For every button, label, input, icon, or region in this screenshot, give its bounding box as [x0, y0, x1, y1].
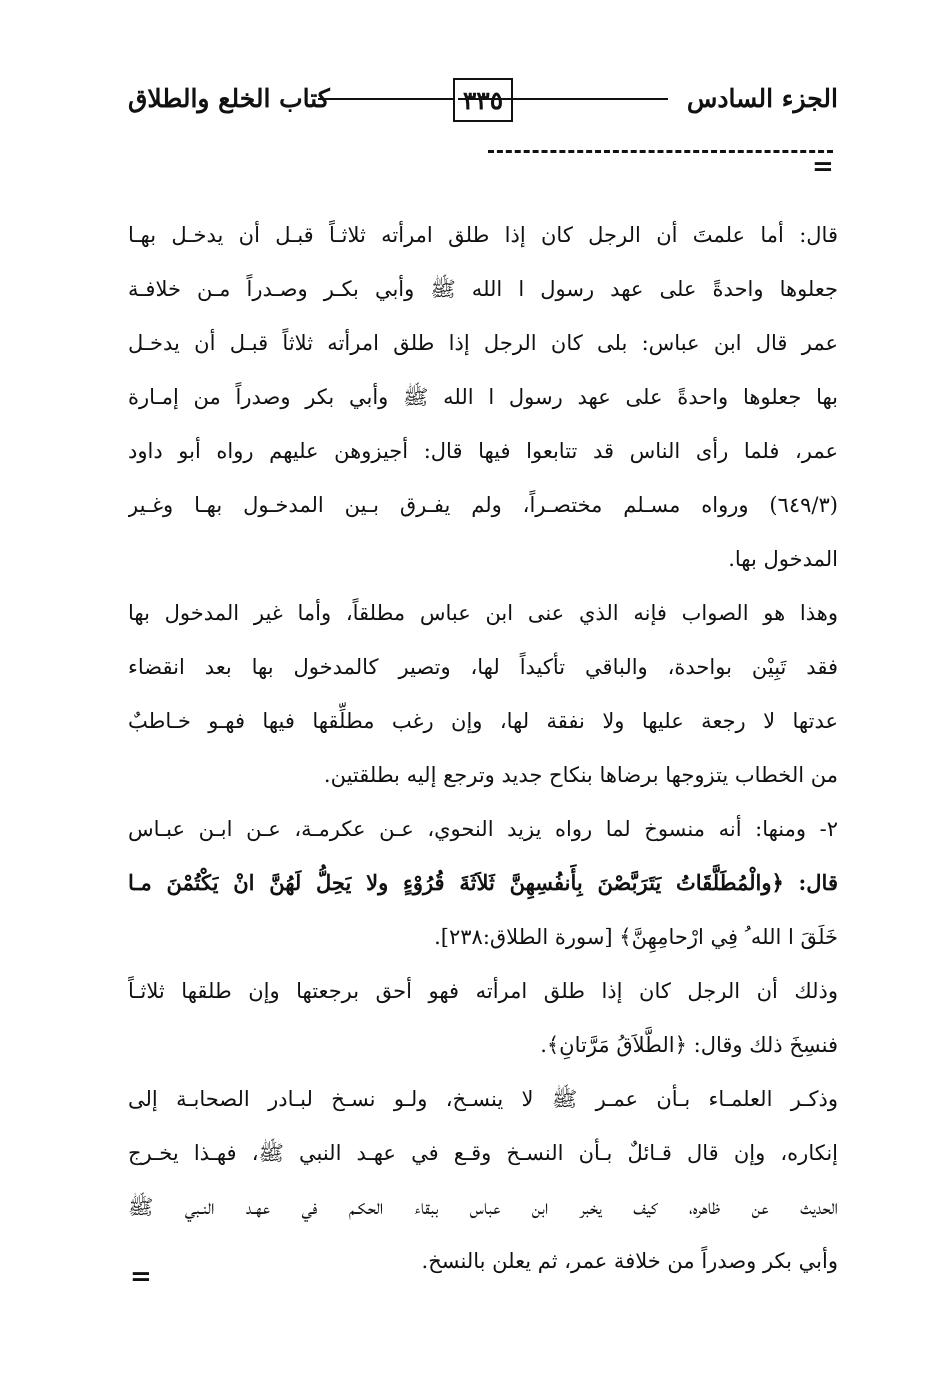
text-line: بها جعلوها واحدةً على عهد رسول ا الله ﷺ وأبي بكر وصدراً من إمـارة [128, 385, 838, 409]
text-line: وأبي بكر وصدراً من خلافة عمر، ثم يعلن بالنسخ. [421, 1249, 838, 1273]
text-line: الحديث عن ظاهره، كيف يخبر ابن عباس ببقاء الحكـم في عهـد النـبي ﷺ [128, 1195, 838, 1219]
header-dashed-rule [488, 150, 833, 153]
page-body [128, 208, 838, 1288]
text-line: وهذا هو الصواب فإنه الذي عنى ابن عباس مطلقاً، وأما غير المدخول بها [128, 601, 838, 625]
text-line: عمر، فلما رأى الناس قد تتابعوا فيها قال: أجيزوهن عليهم رواه أبو داود [128, 439, 838, 463]
text-line: (٦٤٩/٣) ورواه مسـلم مختصـراً، ولم يفـرق بـين المدخـول بهـا وغـير [128, 493, 838, 517]
quran-verse-line: خَلَقَ ا الله ُ فِي ارْحامِهِنَّ﴾ [سورة الطلاق:٢٣٨]. [434, 925, 838, 949]
separator-mark-bottom: = [130, 1262, 152, 1292]
text-line: من الخطاب يتزوجها برضاها بنكاح جديد وترجع إليه بطلقتين. [323, 763, 838, 787]
text-line: عدتها لا رجعة عليها ولا نفقة لها، وإن رغب مطلِّقها فيها فهـو خـاطبٌ [128, 709, 838, 733]
text-line: وذكـر العلمـاء بـأن عمـر ﷺ لا ينسـخ، ولـو نسـخ لبـادر الصحابـة إلى [128, 1087, 838, 1111]
text-line: فنسِخَ ذلك وقال: ﴿الطَّلاَقُ مَرَّتانِ﴾. [540, 1033, 838, 1057]
quran-verse-line: قال: ﴿والْمُطَلَّقَاتُ يَتَرَبَّصْنَ بِأَنفُسِهِنَّ ثَلاَثَةَ قُرُوْءٍ ولا يَحِلُّ لَهُنَّ انْ يَكْتُمْنَ مـا [128, 870, 838, 895]
text-line: ٢- ومنها: أنه منسوخ لما رواه يزيد النحوي، عـن عكرمـة، عـن ابـن عبـاس [128, 817, 838, 841]
volume-title: الجزء السادس [686, 84, 838, 113]
page-number: ٣٣٥ [453, 78, 513, 122]
text-line: وذلك أن الرجل كان إذا طلق امرأته فهو أحق برجعتها وإن طلقها ثلاثـاً [128, 979, 838, 1003]
text-line: جعلوها واحدةً على عهد رسول ا الله ﷺ وأبي بكـر وصـدراً مـن خلافـة [128, 277, 838, 301]
text-line: فقد تَبِيْن بواحدة، والباقي تأكيداً لها، وتصير كالمدخول بها بعد انقضاء [128, 655, 838, 679]
text-line: قال: أما علمتَ أن الرجل كان إذا طلق امرأته ثلاثـاً قبـل أن يدخـل بهـا [128, 223, 838, 247]
page-header [128, 78, 838, 124]
text-line: عمر قال ابن عباس: بلى كان الرجل إذا طلق امرأته ثلاثاً قبـل أن يدخـل [128, 331, 838, 355]
separator-mark-top: = [812, 152, 834, 182]
header-rule-left [318, 98, 453, 100]
book-title: كتاب الخلع والطلاق [128, 84, 330, 113]
text-line: إنكاره، وإن قال قـائلٌ بـأن النسـخ وقـع في عهـد النبي ﷺ، فهـذا يخـرج [128, 1141, 838, 1165]
text-line: المدخول بها. [728, 547, 838, 571]
